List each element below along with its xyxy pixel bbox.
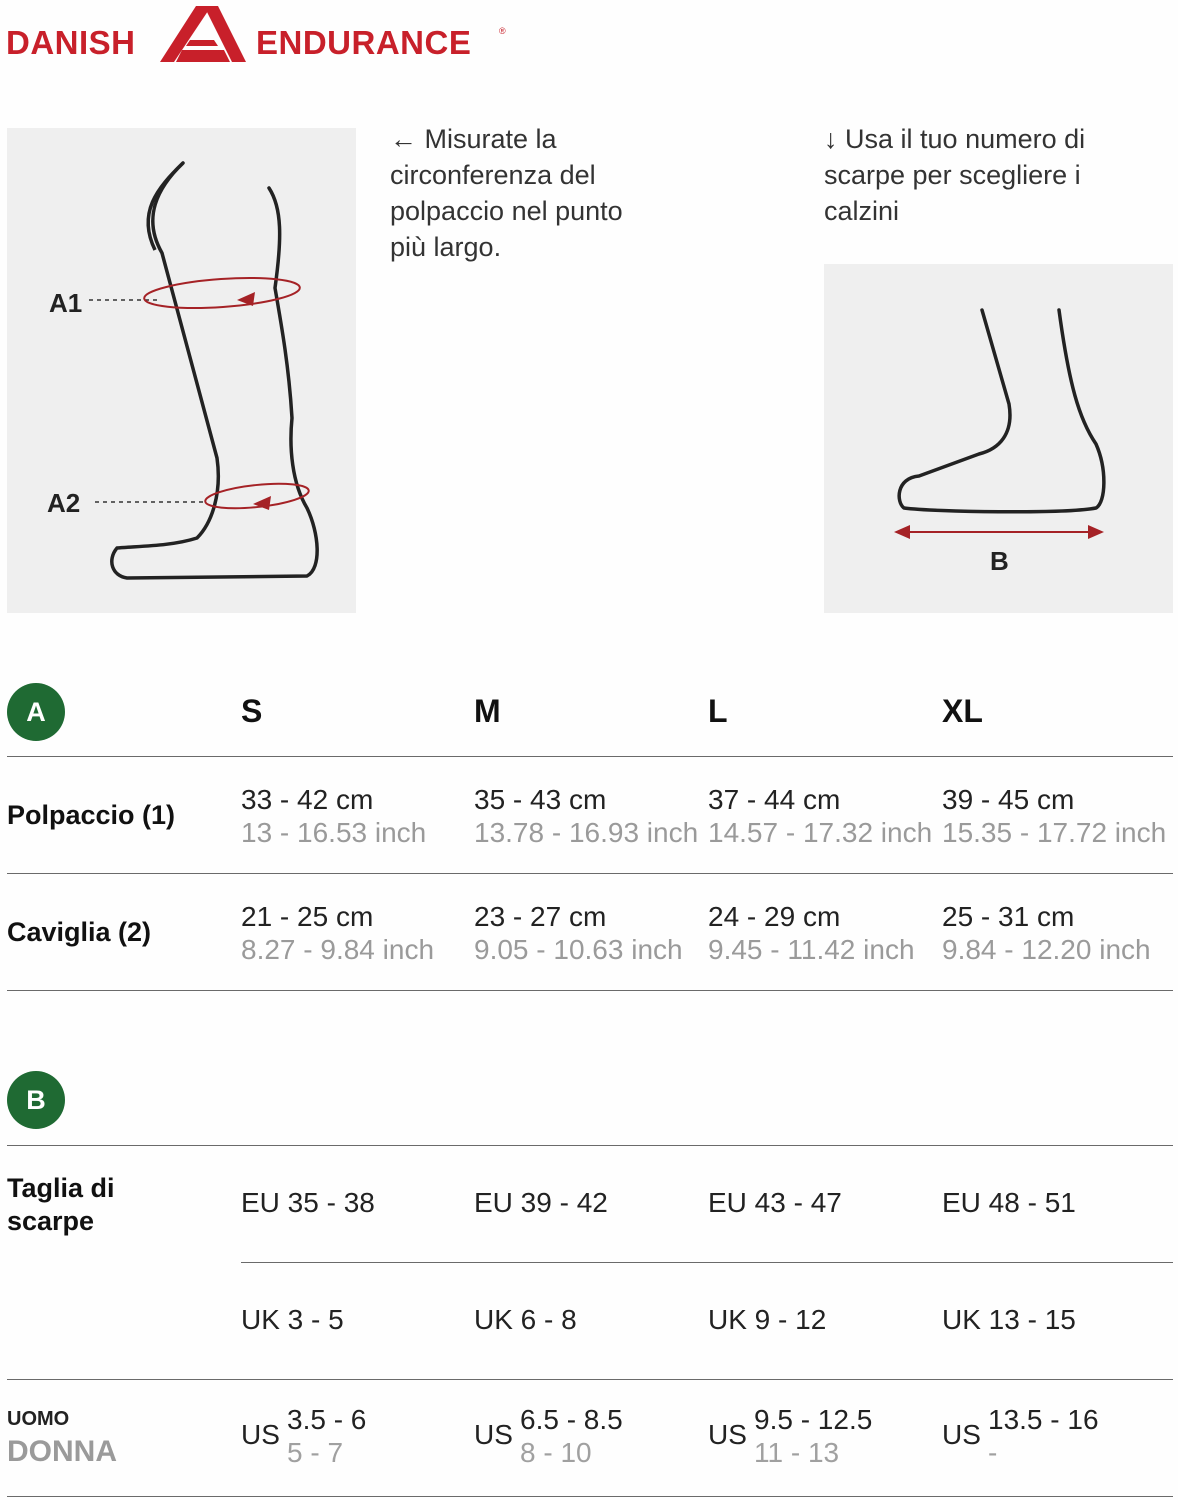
leg-outline-icon — [7, 128, 356, 613]
row-label-ankle: Caviglia (2) — [7, 917, 152, 947]
section-a-badge: A — [7, 683, 65, 741]
section-b-badge: B — [7, 1071, 65, 1129]
calf-size-xl: 39 - 45 cm 15.35 - 17.72 inch — [942, 784, 1167, 848]
diagram-label-b: B — [990, 546, 1009, 576]
uk-size-s: UK 3 - 5 — [241, 1304, 344, 1335]
us-size-xl: US 13.5 - 16 - — [942, 1404, 1099, 1468]
us-size-l: US 9.5 - 12.5 11 - 13 — [708, 1404, 873, 1468]
us-size-m: US 6.5 - 8.5 8 - 10 — [474, 1404, 623, 1468]
calf-size-m: 35 - 43 cm 13.78 - 16.93 inch — [474, 784, 699, 848]
divider — [7, 990, 1173, 991]
uk-size-l: UK 9 - 12 — [708, 1304, 827, 1335]
divider — [241, 1262, 1173, 1263]
uk-size-m: UK 6 - 8 — [474, 1304, 577, 1335]
divider — [7, 1145, 1173, 1146]
arrow-down-icon: ↓ — [824, 124, 838, 154]
diagram-label-a1: A1 — [49, 288, 83, 318]
eu-size-m: EU 39 - 42 — [474, 1187, 608, 1218]
arrow-left-icon: ← — [390, 124, 417, 154]
divider — [7, 873, 1173, 874]
row-label-shoe-size: Taglia di scarpe — [7, 1173, 115, 1236]
ankle-size-s: 21 - 25 cm 8.27 - 9.84 inch — [241, 901, 435, 965]
eu-size-xl: EU 48 - 51 — [942, 1187, 1076, 1218]
eu-size-s: EU 35 - 38 — [241, 1187, 375, 1218]
ankle-size-m: 23 - 27 cm 9.05 - 10.63 inch — [474, 901, 683, 965]
women-label: DONNA — [7, 1435, 117, 1468]
ankle-size-l: 24 - 29 cm 9.45 - 11.42 inch — [708, 901, 915, 965]
calf-size-l: 37 - 44 cm 14.57 - 17.32 inch — [708, 784, 933, 848]
brand-name-right: ENDURANCE — [256, 24, 472, 61]
brand-logo — [6, 4, 506, 66]
leg-illustration-panel — [7, 128, 356, 613]
calf-size-s: 33 - 42 cm 13 - 16.53 inch — [241, 784, 427, 848]
foot-illustration-panel — [824, 264, 1173, 613]
size-m-header: M — [474, 693, 501, 729]
divider — [7, 1496, 1173, 1497]
size-s-header: S — [241, 693, 263, 729]
calf-instruction: ← Misurate la circonferenza del polpaccio nel punto più largo. — [390, 124, 623, 262]
diagram-label-a2: A2 — [47, 488, 81, 518]
size-xl-header: XL — [942, 693, 983, 729]
brand-name-left: DANISH — [6, 24, 136, 61]
divider — [7, 1379, 1173, 1380]
mountain-logo-icon — [160, 4, 246, 64]
men-label: UOMO — [7, 1408, 70, 1430]
uk-size-xl: UK 13 - 15 — [942, 1304, 1076, 1335]
size-l-header: L — [708, 693, 728, 729]
row-label-calf: Polpaccio (1) — [7, 800, 176, 830]
divider — [7, 756, 1173, 757]
eu-size-l: EU 43 - 47 — [708, 1187, 842, 1218]
registered-mark: ® — [499, 26, 506, 36]
ankle-size-xl: 25 - 31 cm 9.84 - 12.20 inch — [942, 901, 1151, 965]
shoe-instruction: ↓ Usa il tuo numero di scarpe per scegliere i calzini — [824, 124, 1086, 226]
us-size-s: US 3.5 - 6 5 - 7 — [241, 1404, 367, 1468]
